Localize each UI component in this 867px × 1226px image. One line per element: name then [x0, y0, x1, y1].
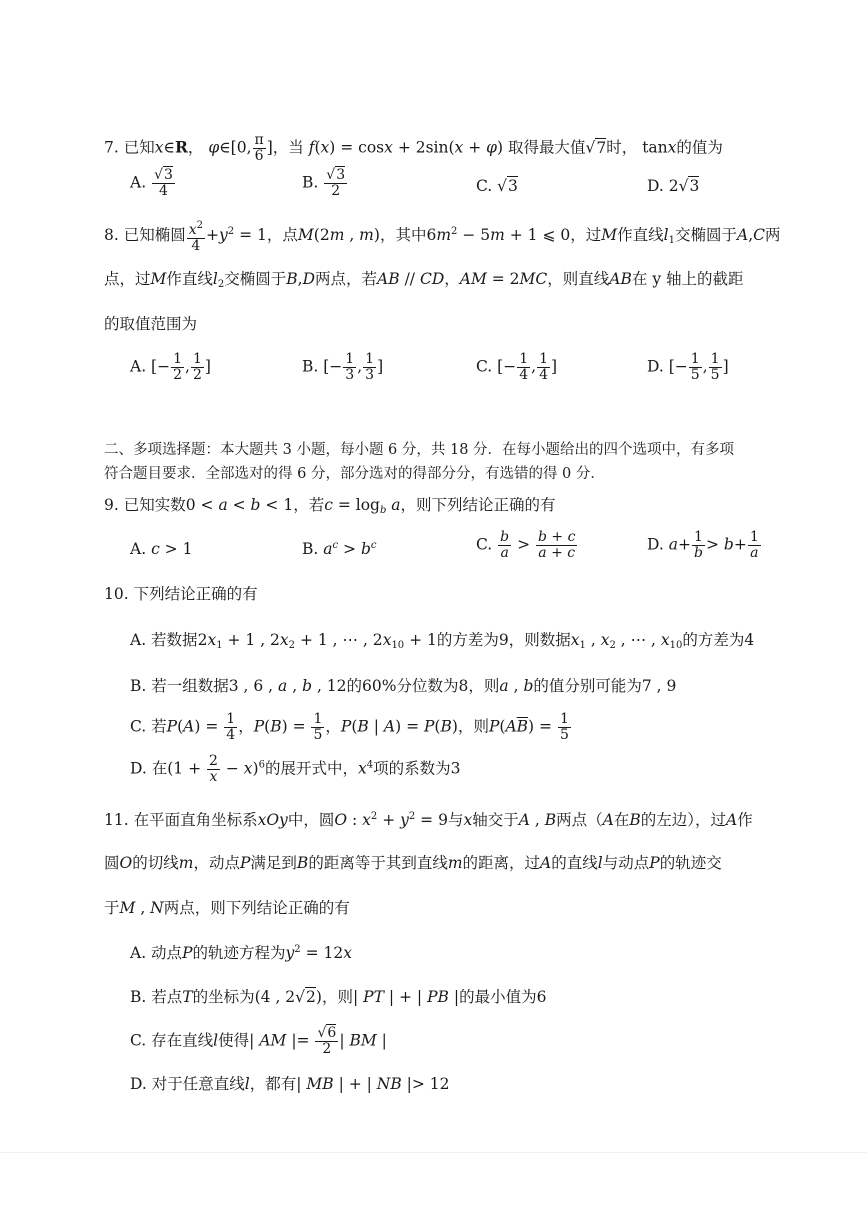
question-10: 10. 下列结论正确的有	[104, 585, 258, 603]
q8-option-c[interactable]: C. [− $\frac{1}{4}$ , $\frac{1}{4}$ ]	[476, 351, 558, 383]
question-11-line3: 于M , N两点，则下列结论正确的有	[104, 899, 350, 917]
q11-option-c[interactable]: C. 存在直线l使得| AM |= $\frac{√6}{2}$ | BM |	[130, 1025, 387, 1057]
q9-option-d[interactable]: D. a+ $\frac{1}{b}$ > b+ $\frac{1}{a}$	[647, 529, 759, 561]
q8-option-a[interactable]: A. [− $\frac{1}{2}$ , $\frac{1}{2}$ ]	[130, 351, 211, 383]
question-number: 9.	[104, 496, 119, 514]
question-8-line2: 点，过M作直线$l_2$交椭圆于B,D两点，若AB // CD，AM = 2MC，则直线AB在 y 轴上的截距	[104, 270, 744, 290]
question-number: 10.	[104, 585, 129, 603]
question-number: 7.	[104, 138, 119, 157]
page-bottom-divider	[0, 1152, 867, 1153]
q11-option-b[interactable]: B. 若点T的坐标为(4 , 2√2)，则| PT | + | PB |的最小值为6	[130, 988, 547, 1006]
q11-option-d[interactable]: D. 对于任意直线l，都有| MB | + | NB |> 12	[130, 1075, 450, 1093]
question-7: 7. 已知x∈R， φ∈[0, $\frac{\pi}{6}$ ]，当 f(x) = cosx + 2sin(x + φ) 取得最大值√7时， tanx的值为	[104, 132, 723, 164]
q9-option-a[interactable]: A. c > 1	[130, 540, 193, 558]
q7-option-a[interactable]: A. $\frac{√3}{4}$	[130, 167, 173, 199]
q10-option-c[interactable]: C. 若P(A) = $\frac{1}{4}$ ，P(B) = $\frac{1}{5}$ ，P(B | A) = P(B)，则$P(A\overline{B})$ = $\frac{1}{5}$	[130, 711, 569, 743]
question-11-line2: 圆O的切线m，动点P满足到B的距离等于其到直线m的距离，过A的直线l与动点P的轨迹交	[104, 854, 722, 872]
question-9: 9. 已知实数0 < a < b < 1，若$c = \log_b a$，则下列结论正确的有	[104, 496, 556, 516]
q7-option-c[interactable]: C. √3	[476, 177, 518, 195]
q10-option-a[interactable]: A. 若数据$2x_1 + 1$ , $2x_2 + 1$ , ⋯ , $2x_{10} + 1$的方差为9，则数据$x_1$ , $x_2$ , ⋯ , $x_{10}$的方差为4	[130, 631, 755, 651]
question-number: 11.	[104, 811, 129, 829]
q9-option-c[interactable]: C. $\frac{b}{a}$ > $\frac{b + c}{a + c}$	[476, 529, 576, 561]
q9-option-b[interactable]: B. $a^c > b^c$	[302, 540, 377, 558]
q7-option-b[interactable]: B. $\frac{√3}{2}$	[302, 167, 346, 199]
section-heading: 二、多项选择题：本大题共 3 小题，每小题 6 分，共 18 分．在每小题给出的四个选项中，有多项 符合题目要求．全部选对的得 6 分，部分选对的得部分分，有选错的得 0 分．	[104, 442, 735, 482]
q10-option-d[interactable]: D. 在(1 + $\frac{2}{x}$ − x)$^6$的展开式中，$x^4$项的系数为3	[130, 753, 461, 785]
question-11: 11. 在平面直角坐标系xOy中，圆O : $x^2 + y^2 = 9$与x轴交于A , B两点（A在B的左边），过A作	[104, 811, 753, 829]
q10-option-b[interactable]: B. 若一组数据3 , 6 , a , b , 12的60%分位数为8，则a , b的值分别可能为7 , 9	[130, 677, 677, 695]
q11-option-a[interactable]: A. 动点P的轨迹方程为$y^2 = 12x$	[130, 944, 352, 962]
q8-option-b[interactable]: B. [− $\frac{1}{3}$ , $\frac{1}{3}$ ]	[302, 351, 384, 383]
q7-option-d[interactable]: D. 2√3	[647, 177, 700, 195]
q8-option-d[interactable]: D. [− $\frac{1}{5}$ , $\frac{1}{5}$ ]	[647, 351, 729, 383]
question-8-line3: 的取值范围为	[104, 315, 198, 333]
question-8: 8. 已知椭圆 $\frac{x^2}{4}$ $+y^2 = 1$，点M(2m , m)，其中$6m^2 - 5m + 1$ ⩽ 0，过M作直线$l_1$交椭圆于A,C两	[104, 220, 781, 254]
question-number: 8.	[104, 226, 119, 244]
